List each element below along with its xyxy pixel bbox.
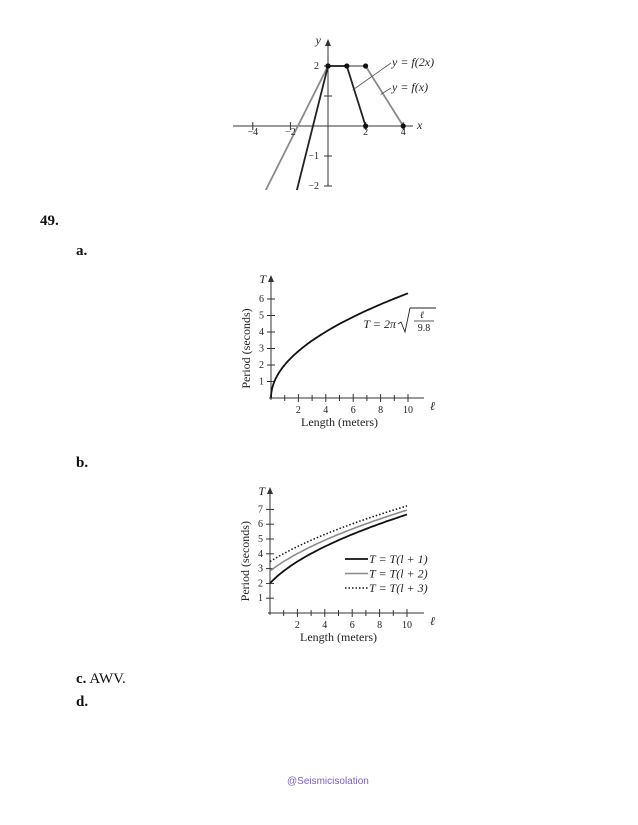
y-axis-label: Period (seconds) [239,308,253,389]
y-tick-label: 6 [259,294,264,305]
x-tick-label: 2 [294,620,300,631]
x-tick-label: −4 [247,127,259,138]
chart-series [271,293,408,398]
data-point [344,63,349,68]
watermark: @Seismicisolation [287,776,369,787]
y-axis-arrow [325,39,331,46]
formula-label: T = 2π [363,317,396,331]
x-tick-label: 6 [350,405,356,416]
chart-axes [267,275,424,402]
data-point [325,63,330,68]
y-tick-label: −2 [308,181,319,190]
x-axis-symbol: ℓ [430,399,435,413]
y-tick-label: 4 [259,327,264,338]
problem-number: 49. [40,213,59,229]
x-tick-label: 4 [323,405,329,416]
x-tick-label: 2 [295,405,301,416]
x-tick-label: 2 [363,127,369,138]
legend-leader [353,63,391,90]
x-axis-symbol: ℓ [430,614,435,628]
y-tick-label: 1 [259,376,264,388]
chart-labels [238,484,435,644]
x-axis-label: Length (meters) [301,415,378,429]
part-b-label: b. [76,455,89,471]
part-c-label: c. [76,671,87,687]
y-tick-label: 5 [259,310,264,322]
y-tick-label: 4 [258,548,263,560]
graph-labels [247,33,434,190]
x-tick-label: 4 [400,127,406,138]
shifted-period-chart [238,482,448,650]
part-c-text: AWV. [86,671,126,687]
period-curve [271,293,408,398]
formula-denominator: 9.8 [417,323,431,334]
x-tick-label: 8 [378,405,384,416]
x-tick-label: 4 [322,620,328,631]
y-tick-label: 7 [258,504,263,516]
x-tick-label: 6 [349,620,355,631]
part-c [76,671,126,688]
y-axis-arrow [268,275,274,282]
x-tick-label: 8 [377,620,383,631]
y-tick-label: 3 [258,563,263,575]
y-tick-label: 1 [258,593,263,605]
y-axis-label: y [315,33,321,47]
x-tick-label: 10 [403,405,413,416]
chart-labels [239,272,436,429]
y-tick-label: 2 [259,360,264,371]
x-axis-label: x [417,118,423,132]
x-tick-label: 10 [402,620,412,631]
legend-label-fx: y = f(x) [392,80,429,94]
y-axis-symbol: T [258,484,265,498]
data-point [363,63,368,68]
graph-axes [233,39,413,186]
y-tick-label: 5 [258,534,263,545]
part-a-label: a. [76,243,88,259]
y-tick-label: −1 [308,151,319,162]
x-axis-label: Length (meters) [300,630,377,644]
y-tick-label: 6 [258,519,263,531]
x-tick-label: −2 [285,127,296,138]
legend-label-f2x: y = f(2x) [392,55,435,69]
y-axis-arrow [267,487,273,494]
legend-label: T = T(l + 1) [369,552,428,566]
y-tick-label: 2 [314,61,319,72]
y-axis-symbol: T [259,272,266,286]
part-d-label: d. [76,694,89,710]
y-tick-label: 3 [259,343,264,355]
y-axis-label: Period (seconds) [238,521,252,602]
period-vs-length-chart [238,268,448,438]
formula-numerator: ℓ [419,310,425,321]
legend-label: T = T(l + 2) [369,566,428,581]
piecewise-graph [225,30,465,190]
y-tick-label: 2 [258,578,263,590]
legend-label: T = T(l + 3) [369,581,428,595]
